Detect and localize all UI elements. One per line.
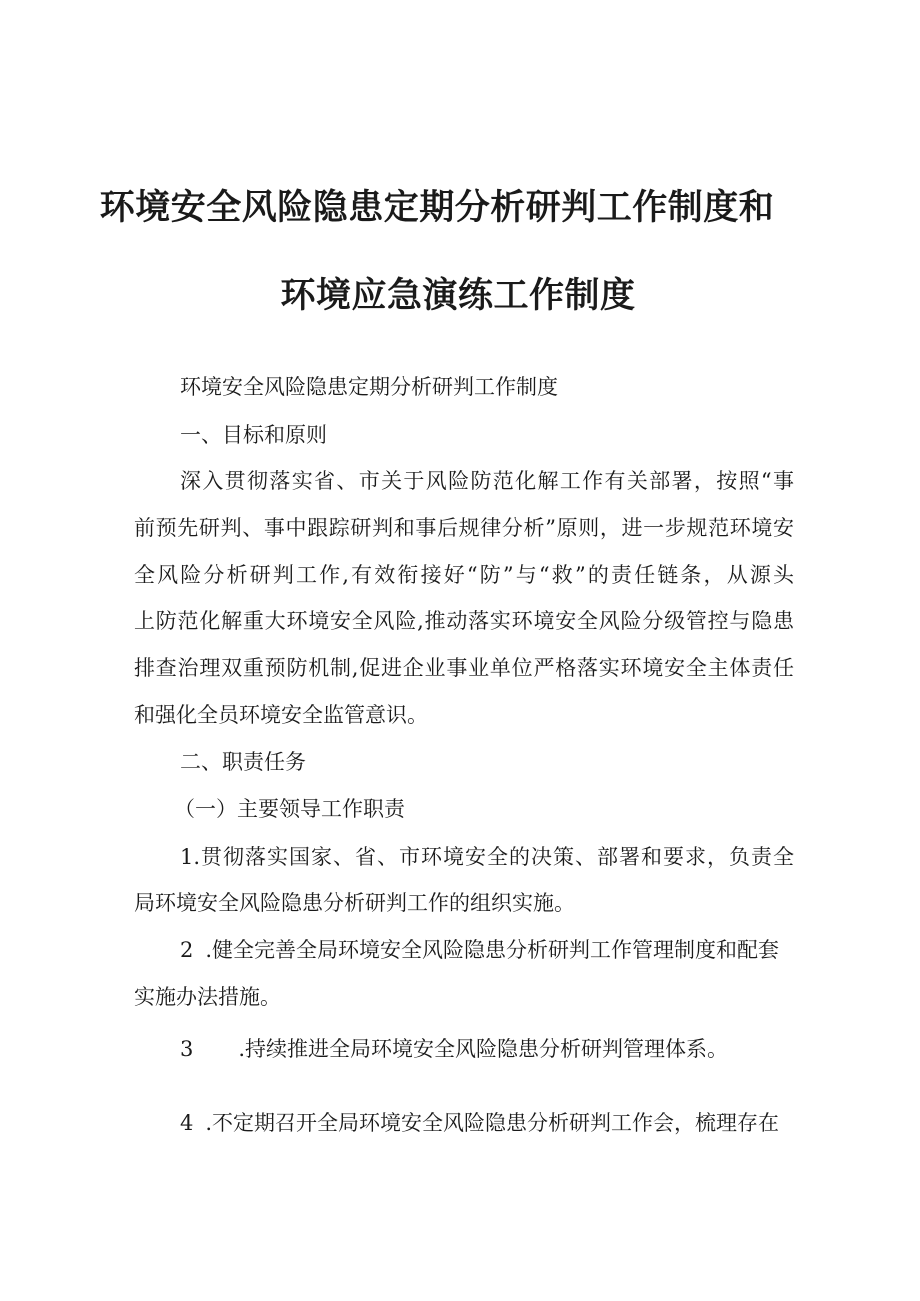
section-subtitle: 环境安全风险隐患定期分析研判工作制度 <box>180 375 558 399</box>
item-3-number: 3 <box>180 1037 194 1061</box>
item-2-line-2: 实施办法措施。 <box>134 985 281 1009</box>
paragraph-line: 深入贯彻落实省、市关于风险防范化解工作有关部署，按照“事 <box>180 469 794 493</box>
item-1-line-1: 1.贯彻落实国家、省、市环境安全的决策、部署和要求，负责全 <box>180 845 794 869</box>
subsection-1-heading: （一）主要领导工作职责 <box>174 797 405 821</box>
item-2-text: .健全完善全局环境安全风险隐患分析研判工作管理制度和配套 <box>205 938 780 962</box>
item-4-line <box>180 1108 794 1138</box>
document-title-line-2: 环境应急演练工作制度 <box>280 276 636 316</box>
item-2-line-1 <box>180 935 794 965</box>
paragraph-line: 排查治理双重预防机制,促进企业事业单位严格落实环境安全主体责任 <box>134 656 794 680</box>
paragraph-line: 上防范化解重大环境安全风险,推动落实环境安全风险分级管控与隐患 <box>134 609 794 633</box>
item-4-text: .不定期召开全局环境安全风险隐患分析研判工作会，梳理存在 <box>205 1111 780 1135</box>
item-3-text: .持续推进全局环境安全风险隐患分析研判管理体系。 <box>238 1037 729 1061</box>
paragraph-line: 和强化全员环境安全监管意识。 <box>134 703 428 727</box>
section-1-heading: 一、目标和原则 <box>180 423 327 447</box>
section-2-heading: 二、职责任务 <box>180 750 306 774</box>
item-1-line-2: 局环境安全风险隐患分析研判工作的组织实施。 <box>134 891 575 915</box>
item-4-number: 4 <box>180 1111 194 1135</box>
paragraph-line: 全风险分析研判工作,有效衔接好“防”与“救”的责任链条，从源头 <box>134 563 794 587</box>
document-title-line-1: 环境安全风险隐患定期分析研判工作制度和 <box>99 188 775 228</box>
item-3-line <box>180 1034 794 1064</box>
paragraph-line: 前预先研判、事中跟踪研判和事后规律分析”原则，进一步规范环境安 <box>134 516 794 540</box>
item-2-number: 2 <box>180 938 194 962</box>
